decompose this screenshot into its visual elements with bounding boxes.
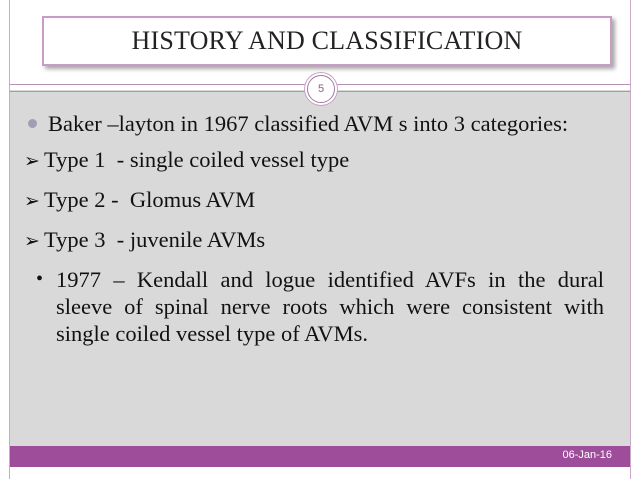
footer-bar [10, 446, 630, 467]
intro-text: Baker –layton in 1967 classified AVM s into 3 categories: [48, 111, 569, 136]
arrow-bullet-icon: ➢ [24, 191, 40, 212]
intro-bullet [24, 110, 604, 137]
history-text: 1977 – Kendall and logue identified AVFs in the dural sleeve of spinal nerve roots which were consistent with single coiled vessel type of AVMs. [56, 267, 604, 346]
dot-bullet-icon: • [36, 268, 44, 290]
slide [9, 0, 631, 479]
type-2-text: Type 2 - Glomus AVM [44, 187, 256, 212]
page-number-badge: 5 [307, 75, 335, 103]
slide-title: HISTORY AND CLASSIFICATION [131, 26, 523, 55]
footer-margin [10, 467, 630, 479]
type-3-text: Type 3 - juvenile AVMs [44, 227, 266, 252]
arrow-bullet-icon: ➢ [24, 151, 40, 172]
slide-body [24, 110, 604, 347]
type-1-text: Type 1 - single coiled vessel type [44, 147, 350, 172]
list-item [24, 226, 604, 255]
list-item [24, 146, 604, 175]
list-item [24, 186, 604, 215]
arrow-bullet-icon: ➢ [24, 231, 40, 252]
history-bullet [24, 266, 604, 347]
bullet-circle-icon [28, 119, 37, 128]
footer-date: 06-Jan-16 [562, 449, 612, 461]
title-box [42, 16, 612, 66]
